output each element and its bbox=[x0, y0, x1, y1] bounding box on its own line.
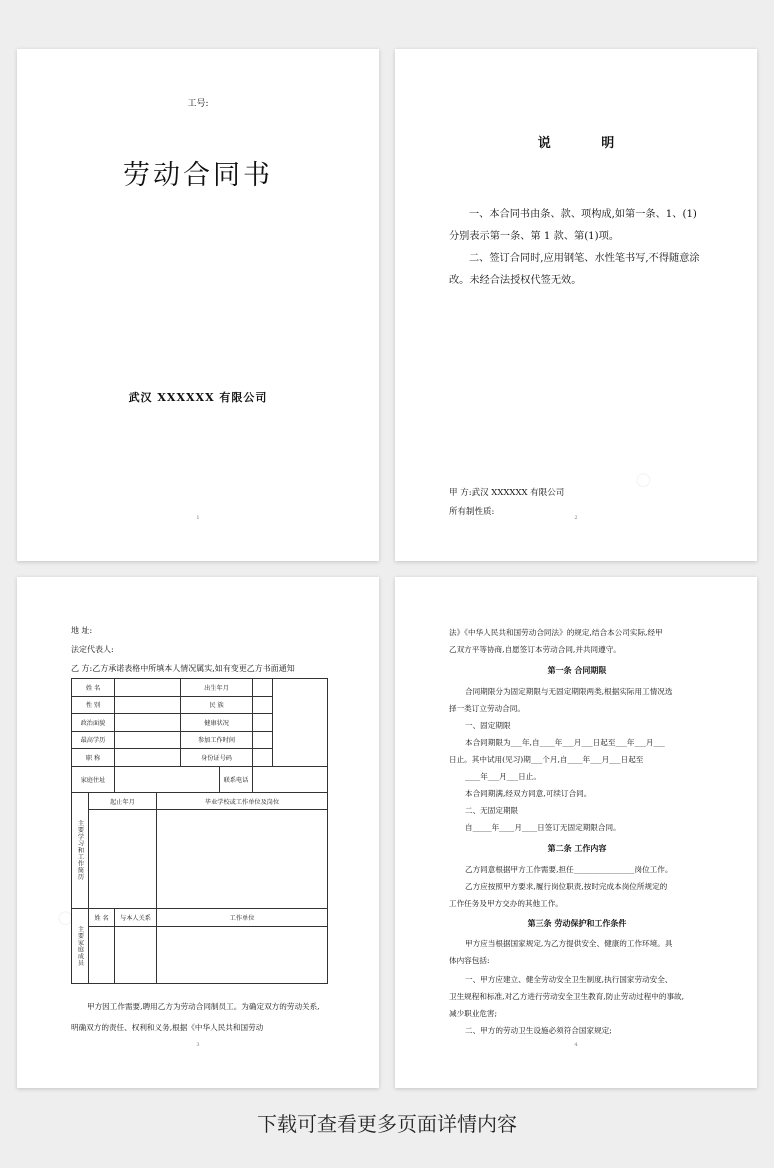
text-line: 日止。其中试用(见习)期___个月,自____年___月___日起至 bbox=[449, 755, 644, 764]
cell-label: 与本人关系 bbox=[115, 908, 157, 927]
text-line: 乙双方平等协商,自愿签订本劳动合同,并共同遵守。 bbox=[449, 645, 621, 654]
resume-label: 主要学习和工作简历 bbox=[72, 793, 89, 908]
cell-value[interactable] bbox=[253, 749, 273, 767]
document-page-2 bbox=[395, 49, 757, 561]
photo-cell bbox=[273, 679, 328, 767]
cell-label: 性 别 bbox=[72, 696, 115, 714]
contract-body-text: 甲方因工作需要,聘用乙方为劳动合同制员工。为确定双方的劳动关系,明确双方的责任、权利和义务,根据《中华人民共和国劳动 bbox=[71, 1002, 320, 1032]
cell-value[interactable] bbox=[115, 679, 181, 697]
cell-label: 姓 名 bbox=[72, 679, 115, 697]
company-name: 武汉 XXXXXX 有限公司 bbox=[128, 391, 268, 404]
article-heading: 第三条 劳动保护和工作条件 bbox=[527, 918, 627, 928]
cell-label: 最高学历 bbox=[72, 731, 115, 749]
cell-label: 身份证号码 bbox=[181, 749, 253, 767]
cell-value[interactable] bbox=[253, 766, 328, 793]
text-line: 一、甲方应建立、健全劳动安全卫生制度,执行国家劳动安全、 bbox=[465, 975, 673, 984]
text-line: 体内容包括: bbox=[449, 956, 490, 965]
cell-label: 参加工作时间 bbox=[181, 731, 253, 749]
document-page-1 bbox=[17, 49, 379, 561]
watermark: ○ bbox=[52, 904, 78, 931]
employee-number-label: 工号: bbox=[187, 99, 209, 109]
article-heading: 第一条 合同期限 bbox=[547, 665, 607, 675]
text-line: 减少职业危害; bbox=[449, 1009, 498, 1018]
page-number: 2 bbox=[574, 515, 578, 521]
cell-label: 职 称 bbox=[72, 749, 115, 767]
text-line: 工作任务及甲方交办的其他工作。 bbox=[449, 899, 563, 908]
text-line: 自_____年____月____日签订无固定期限合同。 bbox=[465, 823, 621, 832]
party-b-line: 乙 方:乙方承诺表格中所填本人情况属实,如有变更乙方书面通知 bbox=[71, 664, 295, 673]
document-page-4 bbox=[395, 577, 757, 1088]
text-line: 甲方应当根据国家规定,为乙方提供安全、健康的工作环境。具 bbox=[465, 939, 673, 948]
cell-value[interactable] bbox=[253, 696, 273, 714]
text-line: 二、无固定期限 bbox=[465, 806, 519, 815]
page-number: 1 bbox=[196, 515, 200, 521]
text-line: 择一类订立劳动合同。 bbox=[449, 704, 525, 713]
party-a-line: 甲 方:武汉 XXXXXX 有限公司 bbox=[449, 488, 565, 498]
text-line: 一、固定期限 bbox=[465, 721, 511, 730]
page-number: 3 bbox=[196, 1042, 200, 1048]
cell-label: 出生年月 bbox=[181, 679, 253, 697]
text-line: 法》《中华人民共和国劳动合同法》的规定,结合本公司实际,经甲 bbox=[449, 628, 663, 637]
cell-value[interactable] bbox=[115, 927, 157, 984]
cell-value[interactable] bbox=[115, 749, 181, 767]
watermark: ○ bbox=[630, 466, 656, 493]
contract-title: 劳动合同书 bbox=[123, 160, 273, 191]
cell-value[interactable] bbox=[253, 714, 273, 732]
instructions-heading: 说 明 bbox=[537, 136, 615, 151]
text-line: ____年___月___日止。 bbox=[465, 772, 541, 781]
address-line: 地 址: bbox=[71, 626, 93, 635]
cell-value[interactable] bbox=[115, 714, 181, 732]
cell-value[interactable] bbox=[253, 679, 273, 697]
text-line: 卫生规程和标准,对乙方进行劳动安全卫生教育,防止劳动过程中的事故, bbox=[449, 992, 685, 1001]
cell-label: 健康状况 bbox=[181, 714, 253, 732]
cell-value[interactable] bbox=[157, 809, 328, 908]
cell-value[interactable] bbox=[89, 927, 115, 984]
article-heading: 第二条 工作内容 bbox=[547, 843, 607, 853]
cell-value[interactable] bbox=[253, 731, 273, 749]
document-page-3 bbox=[17, 577, 379, 1088]
family-label: 主要家庭成员 bbox=[72, 908, 89, 983]
cell-value[interactable] bbox=[115, 766, 220, 793]
cell-label: 姓 名 bbox=[89, 908, 115, 927]
instruction-paragraph-1: 一、本合同书由条、款、项构成,如第一条、1、(1)分别表示第一条、第 1 款、第(1)项。 bbox=[449, 209, 697, 242]
ownership-line: 所有制性质: bbox=[449, 507, 495, 517]
cell-label: 家庭住址 bbox=[72, 766, 115, 793]
instruction-paragraph-2: 二、签订合同时,应用钢笔、水性笔书写,不得随意涂改。未经合法授权代签无效。 bbox=[449, 253, 700, 286]
cell-value[interactable] bbox=[157, 927, 328, 984]
cell-label: 民 族 bbox=[181, 696, 253, 714]
legal-rep-line: 法定代表人: bbox=[71, 645, 114, 654]
text-line: 合同期限分为固定期限与无固定期限两类,根据实际用工情况选 bbox=[465, 687, 673, 696]
cell-label: 工作单位 bbox=[157, 908, 328, 927]
page-number: 4 bbox=[574, 1042, 578, 1048]
cell-label: 联系电话 bbox=[220, 766, 253, 793]
text-line: 本合同期限为___年,自____年___月___日起至___年___月___ bbox=[465, 738, 665, 747]
cell-value[interactable] bbox=[89, 809, 157, 908]
text-line: 乙方应按照甲方要求,履行岗位职责,按时完成本岗位所规定的 bbox=[465, 882, 668, 891]
cell-label: 政治面貌 bbox=[72, 714, 115, 732]
personal-info-table bbox=[71, 678, 328, 984]
cell-label: 毕业学校或工作单位及岗位 bbox=[157, 793, 328, 809]
text-line: 乙方同意根据甲方工作需要,担任________________岗位工作。 bbox=[465, 865, 673, 874]
cell-value[interactable] bbox=[115, 696, 181, 714]
text-line: 二、甲方的劳动卫生设施必须符合国家规定; bbox=[465, 1026, 612, 1035]
cell-value[interactable] bbox=[115, 731, 181, 749]
cell-label: 起止年月 bbox=[89, 793, 157, 809]
download-caption: 下载可查看更多页面详情内容 bbox=[257, 1112, 517, 1136]
text-line: 本合同期满,经双方同意,可续订合同。 bbox=[465, 789, 592, 798]
